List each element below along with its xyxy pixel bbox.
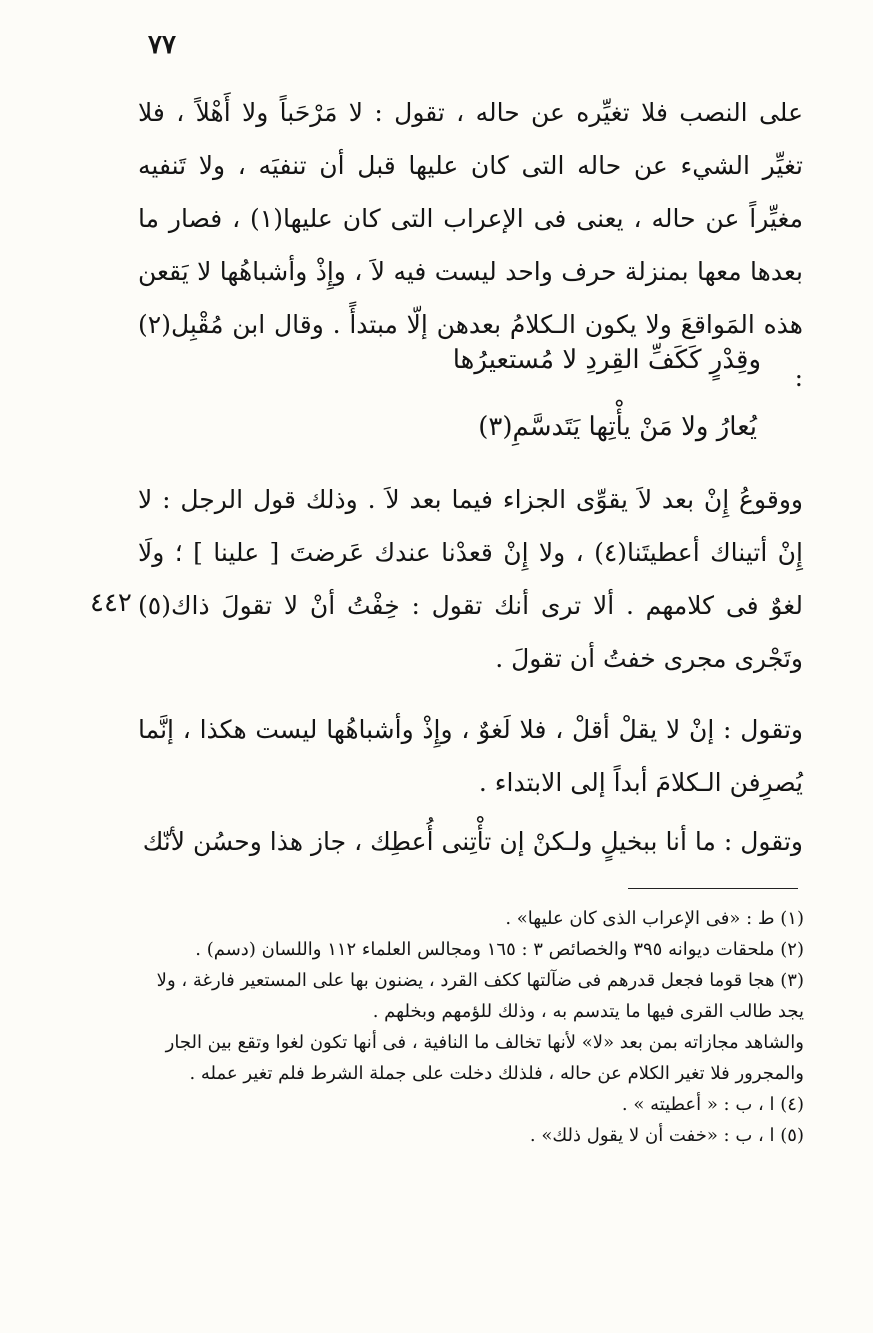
paragraph-3: وتقول : إنْ لا يقلْ أقلْ ، فلا لَغوٌ ، وإِذْ وأشباهُها ليست هكذا ، إنَّما يُصرِفن الـكلامَ أبداً إلى الابتداء . (138, 715, 803, 797)
paragraph-2: ووقوعُ إِنْ بعد لاَ يقوِّى الجزاء فيما بعد لاَ . وذلك قول الرجل : لا إِنْ أتيناك أعطيتَنا(٤) ، ولا إِنْ قعدْنا عندك عَرضتَ [ علينا ] ؛ ولَا لغوٌ فى كلامهم . ألا ترى أنك تقول : خِفْتُ أنْ لا تقولَ ذاك(٥) وتَجْرى مجرى خفتُ أن تقولَ . (138, 485, 803, 673)
margin-page-number: ٤٤٢ (90, 588, 132, 618)
page-number: ٧٧ (148, 30, 176, 60)
footnote-5: (٥) ا ، ب : «خفت أن لا يقول ذلك» . (529, 1125, 804, 1146)
footnotes (132, 903, 804, 1151)
footnote-4: (٤) ا ، ب : « أعطيته » . (621, 1094, 804, 1115)
footnote-2: (٢) ملحقات ديوانه ٣٩٥ والخصائص ٣ : ١٦٥ ومجالس العلماء ١١٢ واللسان (دسم) . (195, 939, 804, 960)
verse-line-1: وقِدْرٍ كَكَفِّ القِردِ لا مُستعيرُها (452, 345, 761, 375)
paragraph-1: على النصب فلا تغيِّره عن حاله ، تقول : لا مَرْحَباً ولا أَهْلاً ، فلا تغيِّر الشيء عن حاله التى كان عليها قبل أن تنفيَه ، ولا تَنفيه مغيِّراً عن حاله ، يعنى فى الإعراب التى كان عليها(١) ، فصار ما بعدها معها بمنزلة حرف واحد ليست فيه لاَ ، وإِذْ وأشباهُها لا يَقعن هذه المَواقعَ ولا يكون الـكلامُ بعدهن إلّا مبتدأً . وقال ابن مُقْبِل(٢) : (138, 98, 803, 392)
verse-line-2: يُعارُ ولا مَنْ يأْتِها يَتَدسَّمِ(٣) (478, 412, 757, 442)
footnote-1: (١) ط : «فى الإعراب الذى كان عليها» . (505, 908, 804, 929)
footnote-divider (628, 888, 798, 889)
footnote-3-continuation: والشاهد مجازاته بمن بعد «لا» لأنها تخالف ما النافية ، فى أنها تكون لغوا وتقع بين الجار والمجرور فلا تغير الكلام عن حاله ، فلذلك دخلت على جملة الشرط فلم تغير عمله . (165, 1032, 804, 1084)
paragraph-4: وتقول : ما أنا ببخيلٍ ولـكنْ إن تأْتِنى أُعطِك ، جاز هذا وحسُن لأنّك (142, 827, 803, 856)
footnote-3: (٣) هجا قوما فجعل قدرهم فى ضآلتها ككف القرد ، يضنون بها على المستعير فارغة ، ولا يجد طالب القرى فيها ما يتدسم به ، وذلك للؤمهم وبخلهم . (156, 970, 804, 1022)
